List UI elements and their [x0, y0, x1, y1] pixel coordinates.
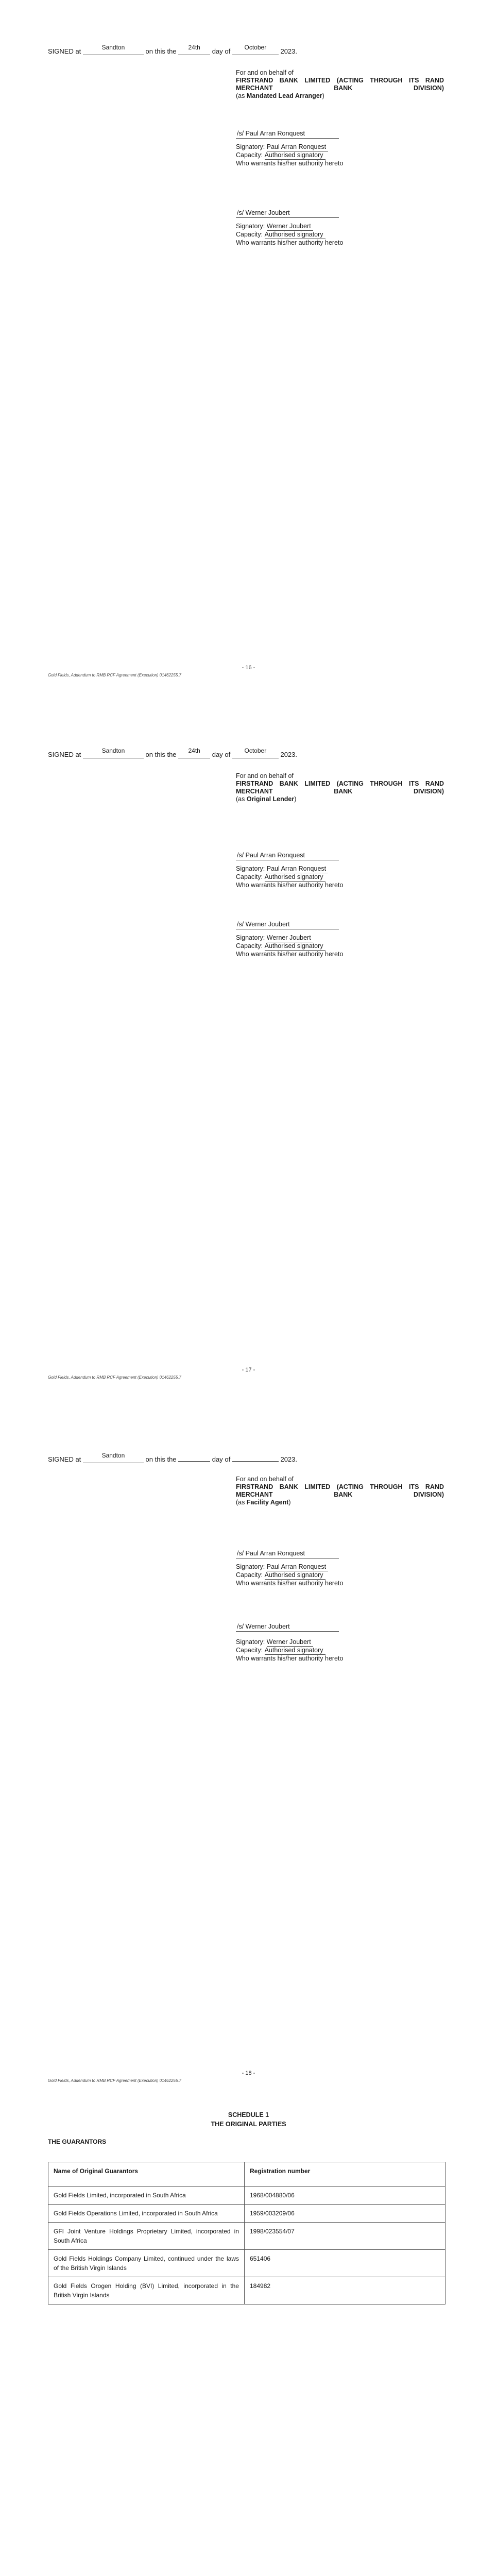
guarantors-table: [48, 2162, 445, 2304]
signatory-name: Paul Arran Ronquest: [267, 143, 328, 151]
registration-number: 184982: [245, 2277, 445, 2304]
table-row: [48, 2277, 445, 2304]
signatory-block-2: Signatory: Werner Joubert Capacity: Authorised signatory Who warrants his/her authority hereto: [236, 934, 344, 958]
table-row: [48, 2205, 445, 2223]
signatory-name: Werner Joubert: [267, 1638, 313, 1647]
guarantor-name: Gold Fields Holdings Company Limited, continued under the laws of the British Virgin Islands: [48, 2250, 245, 2277]
signature-name-2: /s/ Werner Joubert: [237, 921, 290, 928]
registration-number: 651406: [245, 2250, 445, 2277]
day-value: 24th: [188, 44, 200, 51]
capacity-value: Authorised signatory: [265, 1571, 325, 1580]
signed-prefix: SIGNED at: [48, 1455, 81, 1463]
year: 2023.: [280, 1455, 298, 1463]
guarantor-name: Gold Fields Orogen Holding (BVI) Limited, incorporated in the British Virgin Islands: [48, 2277, 245, 2304]
guarantor-name: Gold Fields Operations Limited, incorporated in South Africa: [48, 2205, 245, 2223]
signature-rule-2: [236, 217, 339, 218]
registration-number: 1959/003209/06: [245, 2205, 445, 2223]
footer-reference: Gold Fields, Addendum to RMB RCF Agreement (Execution) 01462255.7: [48, 673, 181, 677]
party-role: (as Facility Agent): [236, 1499, 291, 1506]
place-value: Sandton: [101, 44, 125, 51]
party-role: (as Mandated Lead Arranger): [236, 92, 324, 99]
guarantor-name: GFI Joint Venture Holdings Proprietary Limited, incorporated in South Africa: [48, 2223, 245, 2250]
party-block: [236, 772, 444, 803]
page-number: - 18 -: [242, 2070, 255, 2076]
registration-number: 1998/023554/07: [245, 2223, 445, 2250]
place-blank: [83, 1452, 144, 1463]
signatory-block-1: Signatory: Paul Arran Ronquest Capacity: Authorised signatory Who warrants his/her authority hereto: [236, 865, 344, 889]
signature-rule-2: [236, 1631, 339, 1632]
day-blank: [178, 44, 210, 55]
signed-line: [48, 1454, 297, 1463]
day-blank: [178, 1454, 210, 1462]
footer-reference: Gold Fields, Addendum to RMB RCF Agreement (Execution) 01462255.7: [48, 1375, 181, 1380]
table-row: [48, 2250, 445, 2277]
signature-name-1: /s/ Paul Arran Ronquest: [237, 1550, 305, 1557]
col-header-name: Name of Original Guarantors: [48, 2162, 245, 2187]
col-header-registration: Registration number: [245, 2162, 445, 2187]
capacity-value: Authorised signatory: [265, 873, 325, 882]
signatory-name: Werner Joubert: [267, 934, 313, 942]
capacity-value: Authorised signatory: [265, 1647, 325, 1655]
day-of: day of: [212, 751, 231, 758]
place-value: Sandton: [101, 747, 125, 754]
registration-number: 1968/004880/06: [245, 2187, 445, 2205]
party-name: FIRSTRAND BANK LIMITED (ACTING THROUGH ITS RAND MERCHANT BANK DIVISION): [236, 77, 444, 92]
signed-line: [48, 747, 298, 758]
signed-prefix: SIGNED at: [48, 751, 81, 758]
capacity-value: Authorised signatory: [265, 231, 325, 239]
page-18: [0, 1406, 497, 2110]
party-name: FIRSTRAND BANK LIMITED (ACTING THROUGH ITS RAND MERCHANT BANK DIVISION): [236, 1483, 444, 1498]
signature-rule-1: [236, 138, 339, 139]
signatory-name: Paul Arran Ronquest: [267, 865, 328, 873]
signatory-block-1: Signatory: Paul Arran Ronquest Capacity: Authorised signatory Who warrants his/her authority hereto: [236, 143, 344, 167]
footer-reference: Gold Fields, Addendum to RMB RCF Agreement (Execution) 01462255.7: [48, 2078, 181, 2083]
signed-mid: on this the: [145, 751, 177, 758]
page-number: - 16 -: [242, 665, 255, 671]
place-blank: [83, 747, 144, 758]
page-17: [0, 703, 497, 1406]
capacity-value: Authorised signatory: [265, 151, 325, 160]
signature-name-2: /s/ Werner Joubert: [237, 1623, 290, 1630]
day-value: 24th: [188, 747, 200, 754]
page-16: [0, 0, 497, 703]
year: 2023.: [280, 751, 298, 758]
signed-mid: on this the: [145, 47, 177, 55]
signatory-block-2: Signatory: Werner Joubert Capacity: Authorised signatory Who warrants his/her authority hereto: [236, 223, 344, 246]
party-name: FIRSTRAND BANK LIMITED (ACTING THROUGH ITS RAND MERCHANT BANK DIVISION): [236, 780, 444, 795]
signatory-name: Paul Arran Ronquest: [267, 1563, 328, 1571]
month-blank: [232, 747, 279, 758]
party-block: [236, 69, 444, 100]
guarantor-name: Gold Fields Limited, incorporated in South Africa: [48, 2187, 245, 2205]
table-header-row: [48, 2162, 445, 2187]
month-value: October: [244, 747, 267, 754]
guarantors-heading: THE GUARANTORS: [48, 2138, 107, 2145]
schedule-title: SCHEDULE 1: [228, 2111, 269, 2119]
place-value: Sandton: [101, 1452, 125, 1459]
party-intro: For and on behalf of: [236, 1476, 294, 1483]
table-row: [48, 2187, 445, 2205]
signature-name-1: /s/ Paul Arran Ronquest: [237, 852, 305, 859]
day-of: day of: [212, 47, 231, 55]
month-blank: [232, 1454, 279, 1462]
party-block: [236, 1476, 444, 1506]
page-number: - 17 -: [242, 1367, 255, 1373]
month-value: October: [244, 44, 267, 51]
month-blank: [232, 44, 279, 55]
year: 2023.: [280, 47, 298, 55]
signatory-block-1: Signatory: Paul Arran Ronquest Capacity: Authorised signatory Who warrants his/her authority hereto: [236, 1563, 344, 1587]
schedule-subtitle: THE ORIGINAL PARTIES: [211, 2121, 286, 2128]
party-intro: For and on behalf of: [236, 772, 294, 779]
day-of: day of: [212, 1455, 231, 1463]
signed-line: [48, 44, 298, 55]
table-row: [48, 2223, 445, 2250]
signed-mid: on this the: [145, 1455, 177, 1463]
signatory-block-2: Signatory: Werner Joubert Capacity: Authorised signatory Who warrants his/her authority hereto: [236, 1638, 344, 1662]
day-blank: [178, 747, 210, 758]
signatory-name: Werner Joubert: [267, 223, 313, 231]
signature-name-1: /s/ Paul Arran Ronquest: [237, 130, 305, 137]
signed-prefix: SIGNED at: [48, 47, 81, 55]
capacity-value: Authorised signatory: [265, 942, 325, 951]
signature-name-2: /s/ Werner Joubert: [237, 209, 290, 216]
party-role: (as Original Lender): [236, 795, 297, 803]
place-blank: [83, 44, 144, 55]
party-intro: For and on behalf of: [236, 69, 294, 76]
